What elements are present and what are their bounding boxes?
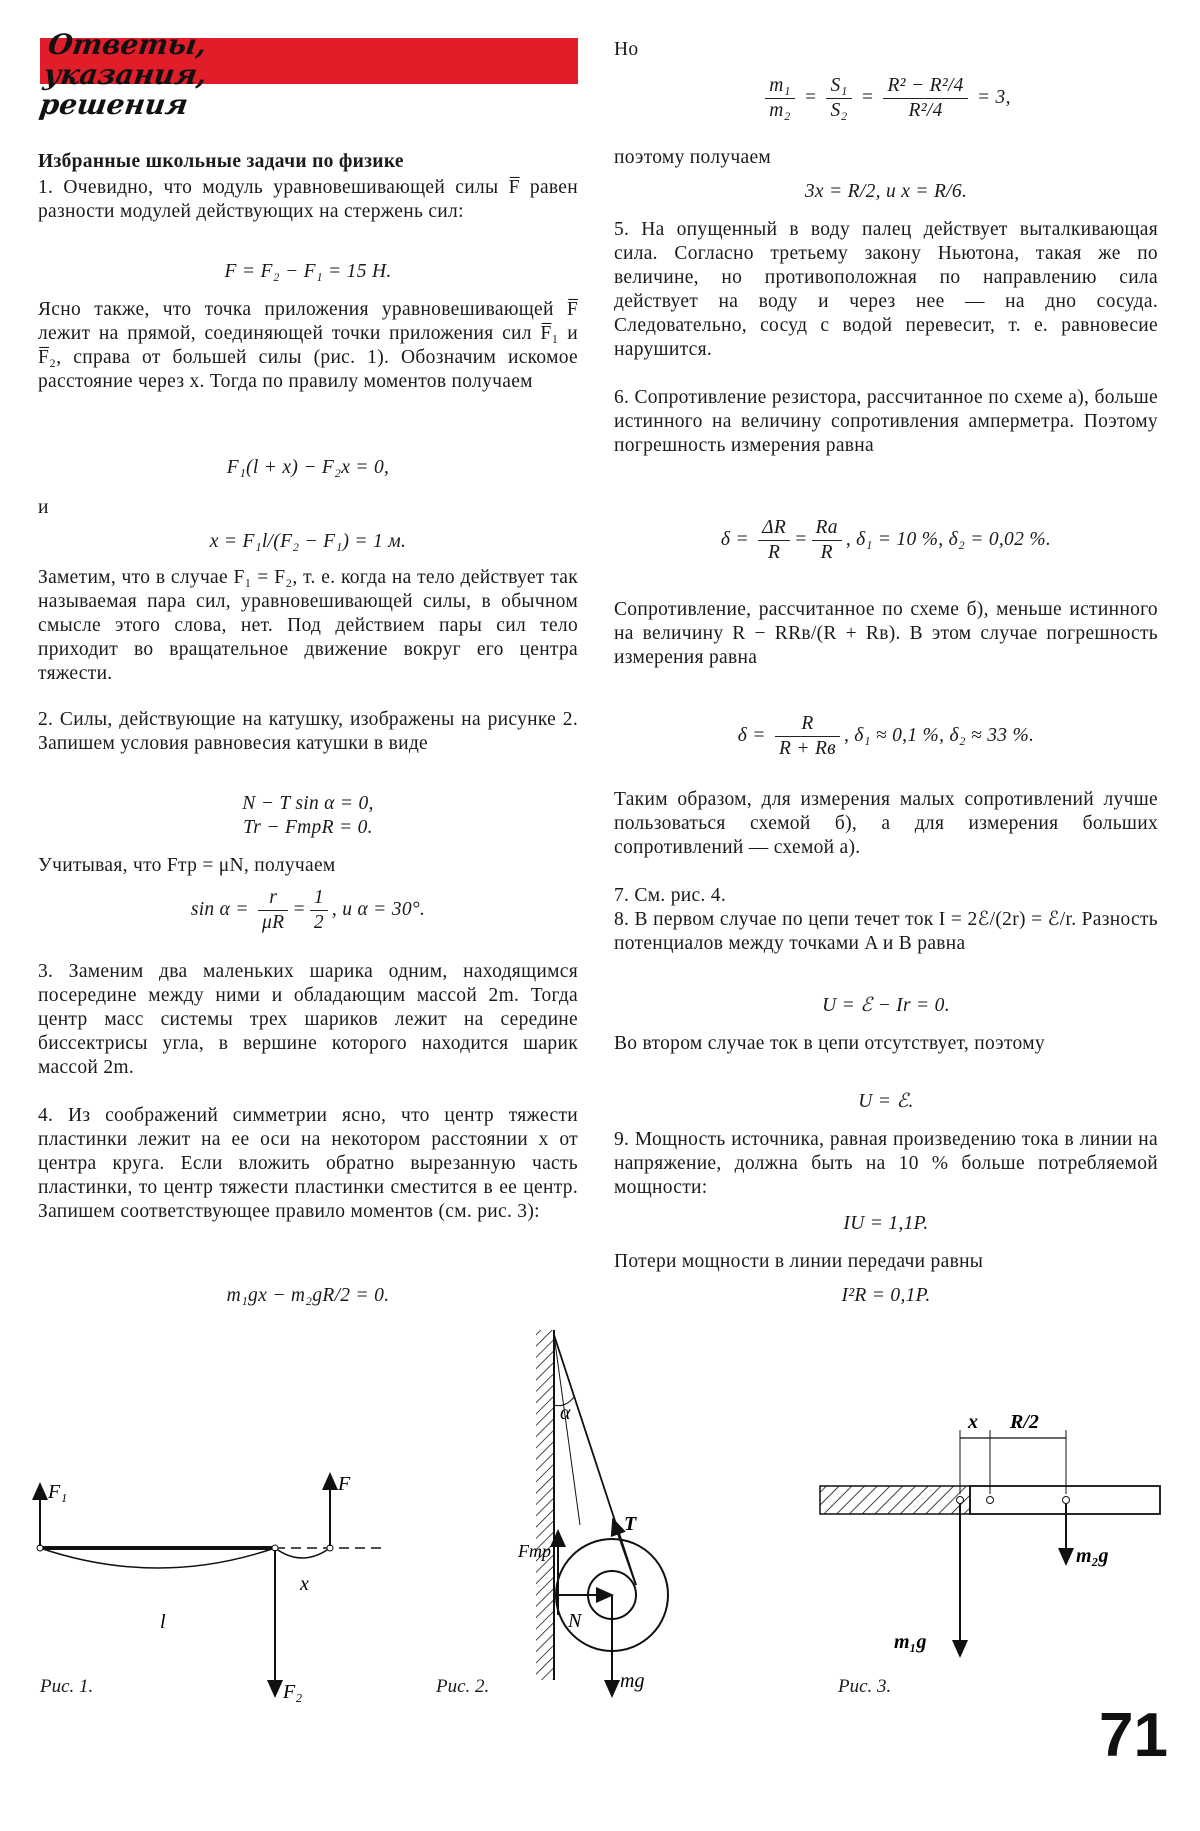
equation: IU = 1,1P. [843,1213,929,1234]
equation: U = ℰ. [858,1091,914,1112]
x-arc [275,1548,330,1558]
answer-3: 3. Заменим два маленьких шарика одним, находящимся посередине между ними и обладающим массой 2m. Тогда центр масс системы трех шариков лежит на середине биссектрисы угла, в вершине которого находится шарик массой 2m. [38,961,578,1078]
paragraph: Заметим, что в случае F₁ = F₂, т. е. когда на тело действует так называемая пара сил, уравновешивающей силы, в обычном смысле этого слова, нет. Под действием пары сил тело приходит во вращательное движение вокруг его центра тяжести. [38,567,578,684]
figure-3 [810,1400,1170,1660]
label-F2: F₂ [283,1681,303,1703]
label-T: T [624,1513,637,1535]
figure-2-caption: Рис. 2. [436,1676,490,1697]
equation: δ = $\frac{\Delta R}{R}$ = $\frac{Rа}{R}$ , δ₁ = 10 %, δ₂ = 0,02 %. [720,517,1052,563]
paragraph: Ясно также, что точка приложения уравновешивающей F̅ лежит на прямой, соединяющей точки приложения сил F̅₁ и F̅₂, справа от большей силы (рис. 1). Обозначим искомое расстояние через x. Тогда по правилу моментов получаем [38,299,578,392]
label-N: N [568,1610,582,1632]
figure-1-caption: Рис. 1. [40,1676,94,1697]
equation: $\frac{\text{m₁}}{\text{m₂}}$ = $\frac{\text{S₁}}{\text{S₂}}$ = $\frac{\text{R² − R²/4}}{\text{R²/4}}$ = 3, [614,74,1158,123]
label-l: l [160,1611,166,1633]
paragraph: Учитывая, что Fтр = μN, получаем [38,855,336,876]
page-number: 71 [1099,1701,1168,1770]
equation: N − T sin α = 0, [242,793,374,814]
figure-2 [500,1325,710,1705]
paragraph: и [38,497,49,518]
answer-1: 1. Очевидно, что модуль уравновешивающей силы F̅ равен разности модулей действующих на стержень сил: [38,177,578,222]
label-Ftr: Fтр [518,1541,551,1561]
equation: m₁gx − m₂gR/2 = 0. [226,1285,390,1306]
equation: F₁(l + x) − F₂x = 0, [226,457,390,478]
plate-hatched [820,1486,970,1514]
label-x: x [968,1411,978,1433]
equation: U = ℰ − Ir = 0. [822,995,950,1016]
wall-hatching [536,1330,554,1680]
paragraph: Потери мощности в линии передачи равны [614,1251,984,1272]
equation: F = F₂ − F₁ = 15 Н. [224,261,392,282]
equation: δ = $\frac{R}{R + Rв}$ , δ₁ ≈ 0,1 %, δ₂ ≈ 33 %. [737,713,1035,759]
paragraph: Но [614,39,639,60]
paragraph: поэтому получаем [614,147,772,168]
answer-2: 2. Силы, действующие на катушку, изображены на рисунке 2. Запишем условия равновесия катушки в виде [38,709,578,754]
paragraph: Во втором случае ток в цепи отсутствует, поэтому [614,1033,1045,1054]
answer-6: 6. Сопротивление резистора, рассчитанное по схеме а), больше истинного на величину сопротивления амперметра. Поэтому погрешность измерения равна [614,387,1158,456]
label-R2: R/2 [1010,1411,1039,1433]
equation: Tr − FтрR = 0. [243,817,373,838]
answer-5: 5. На опущенный в воду палец действует выталкивающая сила. Согласно третьему закону Ньютона, такая же по величине, но противоположная по направлению сила действует на воду и через нее — на дно сосуда. Следовательно, сосуд с водой перевесит, т. е. равновесие нарушится. [614,219,1158,360]
label-x: x [300,1573,309,1595]
answer-7: 7. См. рис. 4. [614,885,727,906]
equation: x = F₁l/(F₂ − F₁) = 1 м. [209,531,407,552]
label-m2g: m₂g [1076,1545,1109,1567]
section-heading: Избранные школьные задачи по физике [38,151,404,172]
label-mg: mg [620,1670,645,1692]
paragraph: Таким образом, для измерения малых сопротивлений лучше пользоваться схемой б), а для измерения больших сопротивлений — схемой а). [614,789,1158,858]
answer-4: 4. Из соображений симметрии ясно, что центр тяжести пластинки лежит на ее оси на некотором расстоянии x от центра круга. Если вложить обратно вырезанную часть пластинки, то центр тяжести пластинки сместится в ее центр. Запишем соответствующее правило моментов (см. рис. 3): [38,1105,578,1222]
answer-8: 8. В первом случае по цепи течет ток I = 2ℰ/(2r) = ℰ/r. Разность потенциалов между точками A и B равна [614,909,1158,954]
answer-9: 9. Мощность источника, равная произведению тока в линии на напряжение, должна быть на 10 % больше потребляемой мощности: [614,1129,1158,1198]
equation: 3x = R/2, и x = R/6. [804,181,968,202]
length-arc [40,1548,275,1568]
vertical-ref [554,1335,580,1525]
section-title: Ответы, указания, решения [37,28,210,121]
equation: I²R = 0,1P. [841,1285,931,1306]
label-m1g: m₁g [894,1631,927,1653]
label-F: F [338,1473,351,1495]
equation: sin α = $\frac{r}{\mu R}$ = $\frac{1}{2}$ , и α = 30°. [190,887,426,933]
label-F1: F₁ [48,1481,68,1503]
label-alpha: α [560,1402,571,1424]
figure-3-caption: Рис. 3. [838,1676,892,1697]
paragraph: Сопротивление, рассчитанное по схеме б), меньше истинного на величину R − RRв/(R + Rв). В этом случае погрешность измерения равна [614,599,1158,668]
